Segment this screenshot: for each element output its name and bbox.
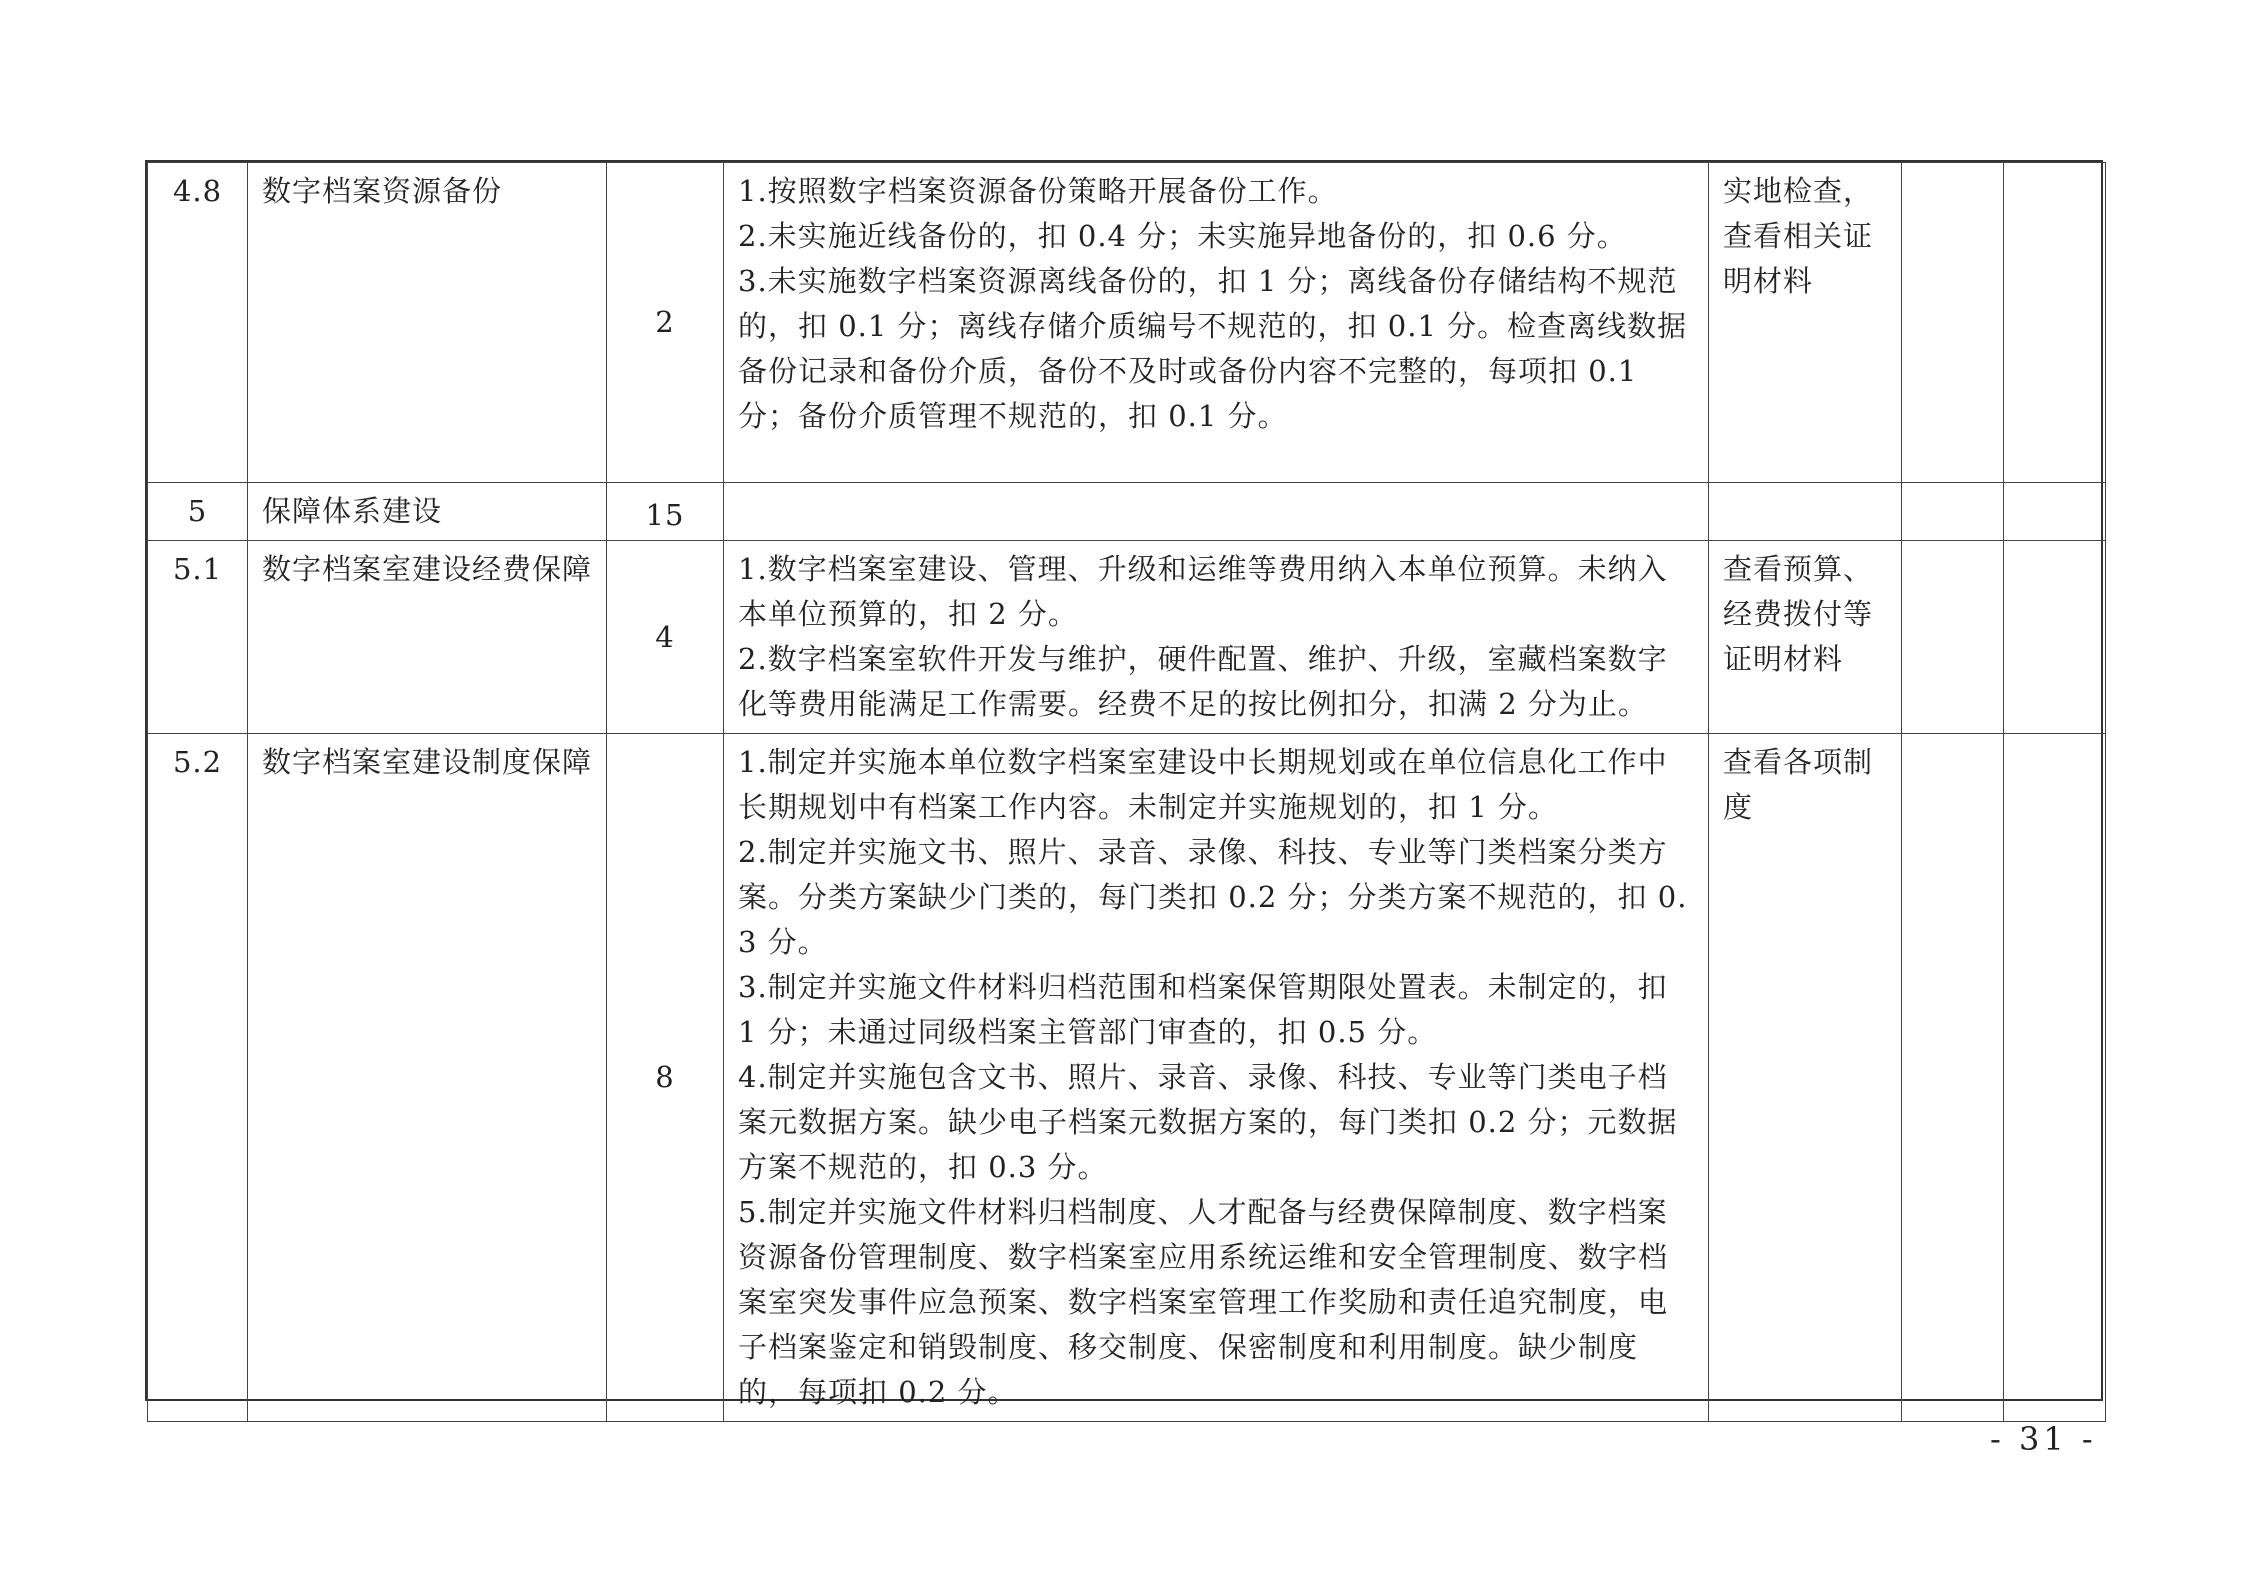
check-method: 查看预算、经费拨付等证明材料	[1709, 541, 1902, 734]
rule-text: 3.未实施数字档案资源离线备份的，扣 1 分；离线备份存储结构不规范的，扣 0.1 分；离线存储介质编号不规范的，扣 0.1 分。检查离线数据备份记录和备份介质，备份不及时或备份内容不完整的，每项扣 0.1 分；备份介质管理不规范的，扣 0.1 分。	[738, 264, 1688, 433]
item-score: 15	[607, 483, 724, 541]
scoring-rules	[724, 541, 1709, 734]
remark-cell	[2004, 163, 2106, 483]
table-row	[148, 541, 2106, 734]
item-score: 2	[607, 163, 724, 483]
rule-text: 1.按照数字档案资源备份策略开展备份工作。	[738, 174, 1338, 208]
score-cell	[1902, 541, 2004, 734]
item-name: 数字档案资源备份	[248, 163, 607, 483]
rule-text: 1.制定并实施本单位数字档案室建设中长期规划或在单位信息化工作中长期规划中有档案工作内容。未制定并实施规划的，扣 1 分。	[738, 745, 1668, 824]
check-method: 查看各项制度	[1709, 734, 1902, 1422]
item-number: 4.8	[148, 163, 248, 483]
table-row	[148, 163, 2106, 483]
rule-text: 2.未实施近线备份的，扣 0.4 分；未实施异地备份的，扣 0.6 分。	[738, 219, 1627, 253]
table-row	[148, 483, 2106, 541]
score-cell	[1902, 163, 2004, 483]
score-cell	[1902, 734, 2004, 1422]
assessment-table	[147, 162, 2106, 1422]
remark-cell	[2004, 734, 2106, 1422]
check-method: 实地检查，查看相关证明材料	[1709, 163, 1902, 483]
rule-text: 5.制定并实施文件材料归档制度、人才配备与经费保障制度、数字档案资源备份管理制度、数字档案室应用系统运维和安全管理制度、数字档案室突发事件应急预案、数字档案室管理工作奖励和责任追究制度，电子档案鉴定和销毁制度、移交制度、保密制度和利用制度。缺少制度的，每项扣 0.2 分。	[738, 1195, 1669, 1409]
item-score: 4	[607, 541, 724, 734]
scoring-rules	[724, 483, 1709, 541]
remark-cell	[2004, 483, 2106, 541]
score-cell	[1902, 483, 2004, 541]
rule-text: 2.数字档案室软件开发与维护，硬件配置、维护、升级，室藏档案数字化等费用能满足工作需要。经费不足的按比例扣分，扣满 2 分为止。	[738, 642, 1668, 721]
item-name: 数字档案室建设经费保障	[248, 541, 607, 734]
scoring-rules	[724, 734, 1709, 1422]
item-name: 数字档案室建设制度保障	[248, 734, 607, 1422]
rule-text: 3.制定并实施文件材料归档范围和档案保管期限处置表。未制定的，扣 1 分；未通过同级档案主管部门审查的，扣 0.5 分。	[738, 970, 1668, 1049]
item-number: 5	[148, 483, 248, 541]
item-number: 5.2	[148, 734, 248, 1422]
item-score: 8	[607, 734, 724, 1422]
rule-text: 4.制定并实施包含文书、照片、录音、录像、科技、专业等门类电子档案元数据方案。缺少电子档案元数据方案的，每门类扣 0.2 分；元数据方案不规范的，扣 0.3 分。	[738, 1060, 1678, 1184]
check-method	[1709, 483, 1902, 541]
table-row	[148, 734, 2106, 1422]
page-number: - 31 -	[1990, 1420, 2097, 1458]
rule-text: 1.数字档案室建设、管理、升级和运维等费用纳入本单位预算。未纳入本单位预算的，扣 2 分。	[738, 552, 1668, 631]
scoring-rules	[724, 163, 1709, 483]
item-name: 保障体系建设	[248, 483, 607, 541]
rule-text: 2.制定并实施文书、照片、录音、录像、科技、专业等门类档案分类方案。分类方案缺少门类的，每门类扣 0.2 分；分类方案不规范的，扣 0.3 分。	[738, 835, 1688, 959]
assessment-table-frame	[145, 160, 2103, 1409]
remark-cell	[2004, 541, 2106, 734]
item-number: 5.1	[148, 541, 248, 734]
